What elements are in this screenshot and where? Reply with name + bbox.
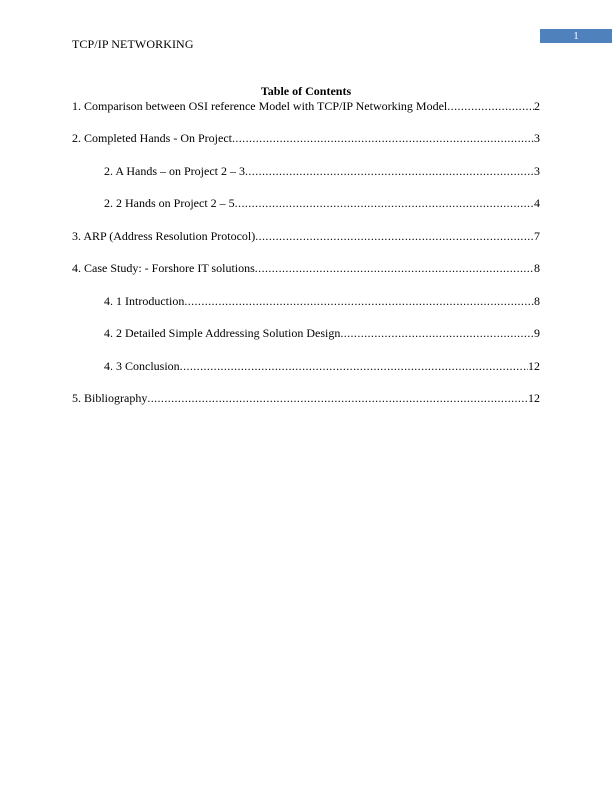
running-head: TCP/IP NETWORKING [72,37,194,51]
toc-dot-leader [255,261,534,275]
toc-entry-label: 2. Completed Hands - On Project [72,131,232,145]
toc-entry[interactable] [72,391,540,405]
toc-title: Table of Contents [260,84,352,98]
toc-entry-page: 4 [534,196,540,210]
toc-dot-leader [232,131,534,145]
toc-entry[interactable] [104,164,540,178]
toc-entry[interactable] [72,99,540,113]
toc-entry-page: 2 [534,99,540,113]
toc-entry[interactable] [72,131,540,145]
toc-dot-leader [180,359,528,373]
toc-dot-leader [245,164,534,178]
toc-entry[interactable] [104,196,540,210]
toc-entry[interactable] [104,294,540,308]
toc-entry-label: 1. Comparison between OSI reference Model with TCP/IP Networking Model [72,99,448,113]
toc-entry-label: 4. 2 Detailed Simple Addressing Solution Design [104,326,341,340]
toc-dot-leader [147,391,528,405]
toc-dot-leader [447,99,534,113]
toc-dot-leader [184,294,534,308]
toc-entry-label: 2. 2 Hands on Project 2 – 5 [104,196,235,210]
toc-entry[interactable] [72,229,540,243]
toc-entry-page: 12 [528,359,540,373]
toc-entry-label: 4. 3 Conclusion [104,359,180,373]
toc-dot-leader [255,229,534,243]
toc-dot-leader [340,326,534,340]
toc-entry-label: 4. Case Study: - Forshore IT solutions [72,261,255,275]
toc-entry-page: 9 [534,326,540,340]
toc-entry-page: 12 [528,391,540,405]
toc-entry-label: 5. Bibliography [72,391,148,405]
toc-entry[interactable] [72,261,540,275]
toc-entry-page: 3 [534,164,540,178]
toc-entry-label: 4. 1 Introduction [104,294,185,308]
toc-entry-page: 7 [534,229,540,243]
toc-entry-page: 3 [534,131,540,145]
toc-entry-label: 3. ARP (Address Resolution Protocol) [72,229,256,243]
toc-dot-leader [235,196,534,210]
toc-entry[interactable] [104,359,540,373]
toc-entry-label: 2. A Hands – on Project 2 – 3 [104,164,245,178]
page-number: 1 [540,29,612,43]
toc-entry-page: 8 [534,261,540,275]
toc-entry-page: 8 [534,294,540,308]
toc-entry[interactable] [104,326,540,340]
